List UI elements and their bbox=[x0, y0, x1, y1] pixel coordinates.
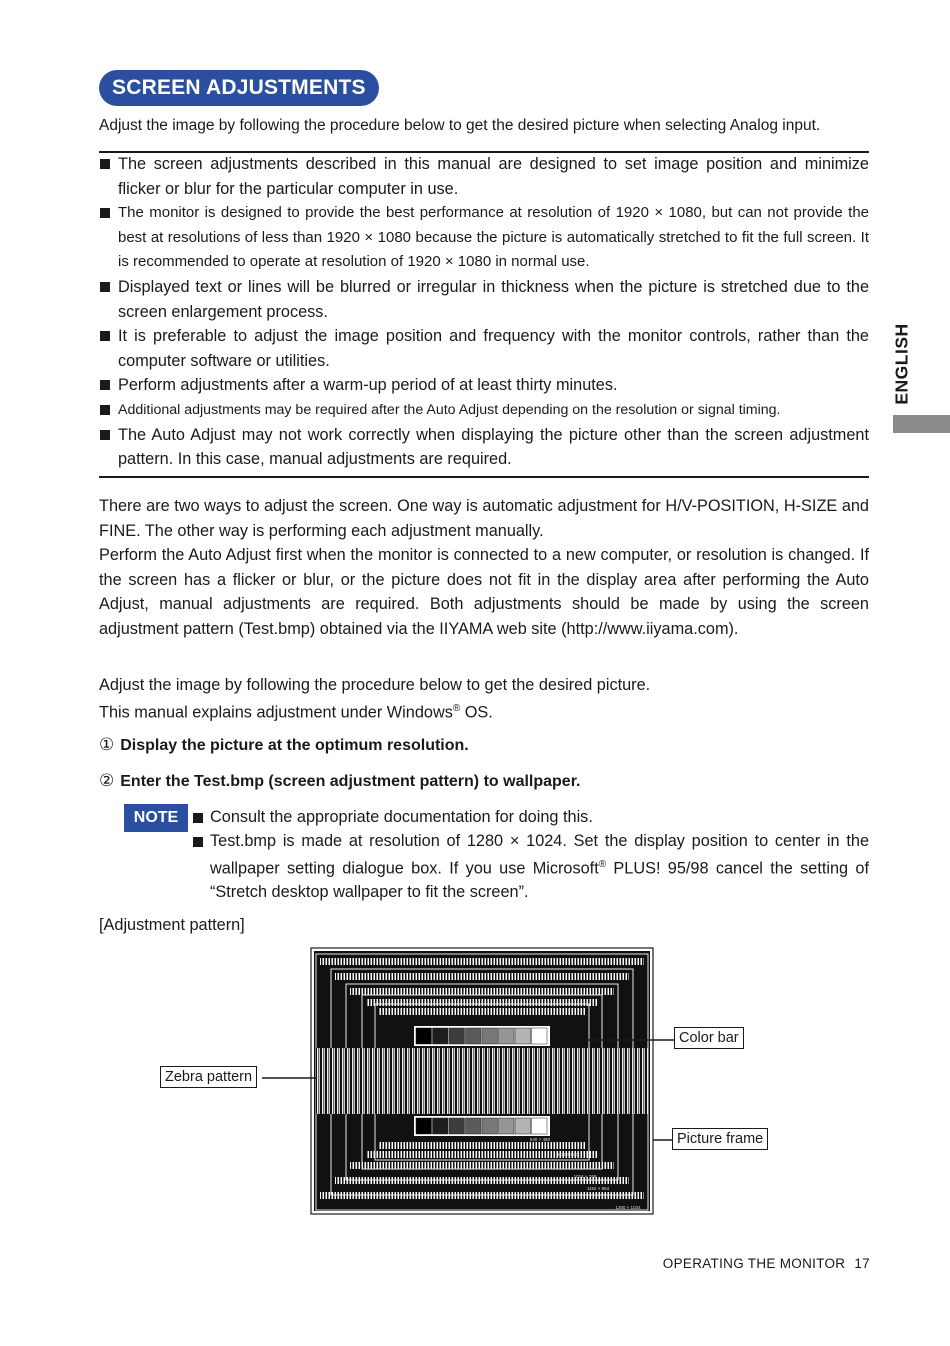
gray-swatch bbox=[449, 1028, 465, 1044]
resolution-label: 800 × 600 bbox=[557, 1152, 579, 1157]
color-bar-callout: Color bar bbox=[674, 1027, 744, 1049]
bullet-item: It is preferable to adjust the image position and frequency with the monitor controls, rather than the computer software or utilities. bbox=[99, 324, 869, 373]
gray-swatch bbox=[482, 1118, 498, 1134]
bullet-item: The monitor is designed to provide the best performance at resolution of 1920 × 1080, but can not provide the best at resolutions of less than 1920 × 1080 because the picture is automatically stretched to fit the full screen. It is recommended to operate at resolution of 1920 × 1080 in normal use. bbox=[99, 201, 869, 275]
figure-caption: [Adjustment pattern] bbox=[99, 916, 245, 934]
gray-swatch bbox=[466, 1028, 482, 1044]
paragraph-auto-adjust: Perform the Auto Adjust first when the monitor is connected to a new computer, or resolution is changed. If the screen has a flicker or blur, or the picture does not fit in the display area after performing the Auto Adjust, manual adjustments are required. Both adjustments should be made by using the screen adjustment pattern (Test.bmp) obtained via the IIYAMA web site (http://www.iiyama.com). bbox=[99, 546, 869, 638]
bullet-item: Displayed text or lines will be blurred or irregular in thickness when the picture is stretched due to the screen enlargement process. bbox=[99, 275, 869, 324]
resolution-label: 1024 × 768 bbox=[573, 1174, 597, 1179]
zebra-strip-top bbox=[350, 988, 614, 995]
resolution-label: 1152 × 864 bbox=[586, 1186, 610, 1191]
picture-frame-callout: Picture frame bbox=[672, 1128, 768, 1150]
resolution-label: 640 × 480 bbox=[529, 1137, 551, 1142]
page-footer: OPERATING THE MONITOR 17 bbox=[662, 1256, 870, 1271]
note-item: Test.bmp is made at resolution of 1280 × 1024. Set the display position to center in the wallpaper setting dialogue box. If you use Microsoft® PLUS! 95/98 cancel the setting of “Stretch desktop wallpaper to fit the screen”. bbox=[192, 830, 869, 905]
gray-swatch bbox=[482, 1028, 498, 1044]
bullet-item: The Auto Adjust may not work correctly when displaying the picture other than the screen adjustment pattern. In this case, manual adjustments are required. bbox=[99, 423, 869, 472]
gray-swatch bbox=[515, 1118, 531, 1134]
bullet-item: Perform adjustments after a warm-up period of at least thirty minutes. bbox=[99, 373, 869, 398]
resolution-label: 1280 × 1024 bbox=[615, 1205, 641, 1210]
zebra-strip-top bbox=[320, 958, 644, 965]
step-1: ① Display the picture at the optimum resolution. bbox=[99, 735, 469, 754]
note-badge: NOTE bbox=[124, 804, 188, 832]
gray-swatch bbox=[433, 1028, 449, 1044]
gray-swatch bbox=[466, 1118, 482, 1134]
zebra-band bbox=[316, 1048, 648, 1114]
zebra-strip-top bbox=[379, 1008, 585, 1015]
zebra-strip-bottom bbox=[379, 1142, 585, 1149]
zebra-strip-top bbox=[366, 999, 598, 1006]
zebra-strip-top bbox=[335, 973, 629, 980]
gray-swatch bbox=[515, 1028, 531, 1044]
zebra-pattern-callout: Zebra pattern bbox=[160, 1066, 257, 1088]
paragraph-windows: This manual explains adjustment under Windows® OS. bbox=[99, 703, 493, 722]
section-title: SCREEN ADJUSTMENTS bbox=[99, 70, 379, 106]
language-label: ENGLISH bbox=[891, 323, 912, 405]
bullet-item: The screen adjustments described in this manual are designed to set image position and minimize flicker or blur for the particular computer in use. bbox=[99, 152, 869, 201]
gray-swatch bbox=[416, 1118, 432, 1134]
paragraph-procedure: Adjust the image by following the procedure below to get the desired picture. bbox=[99, 676, 651, 694]
intro-text: Adjust the image by following the procedure below to get the desired picture when selecting Analog input. bbox=[99, 117, 821, 134]
gray-swatch bbox=[499, 1118, 515, 1134]
gray-swatch bbox=[532, 1118, 548, 1134]
note-item: Consult the appropriate documentation for doing this. bbox=[192, 806, 869, 830]
gray-swatch bbox=[499, 1028, 515, 1044]
step-2: ② Enter the Test.bmp (screen adjustment pattern) to wallpaper. bbox=[99, 771, 581, 790]
gray-swatch bbox=[449, 1118, 465, 1134]
bullet-item: Additional adjustments may be required after the Auto Adjust depending on the resolution or signal timing. bbox=[99, 398, 869, 423]
gray-swatch bbox=[433, 1118, 449, 1134]
zebra-strip-bottom bbox=[350, 1162, 614, 1169]
gray-swatch bbox=[532, 1028, 548, 1044]
gray-swatch bbox=[416, 1028, 432, 1044]
paragraph-ways: There are two ways to adjust the screen. One way is automatic adjustment for H/V-POSITION, H-SIZE and FINE. The other way is performing each adjustment manually. bbox=[99, 497, 869, 540]
